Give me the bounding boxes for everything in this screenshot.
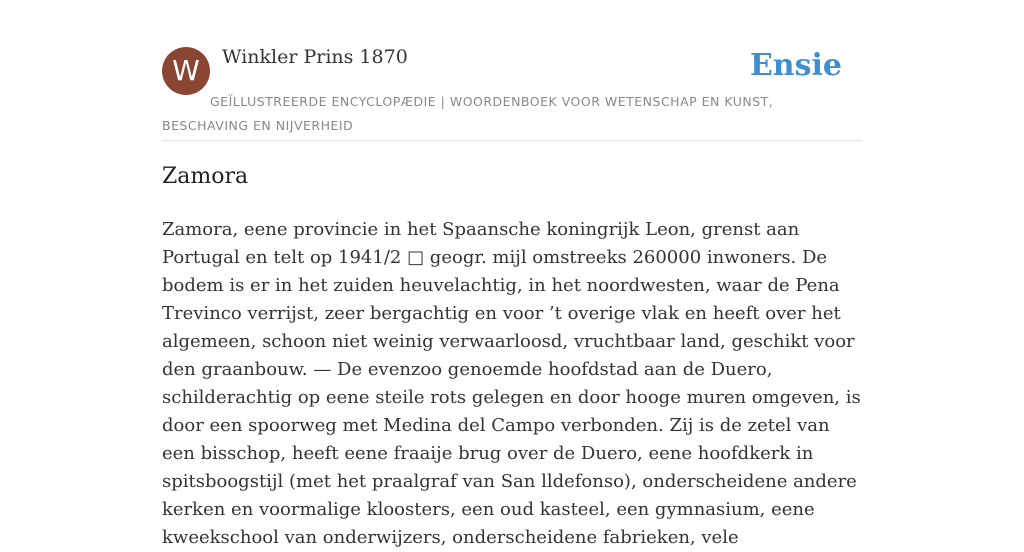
brand-logo-link[interactable]: Ensie bbox=[749, 48, 842, 83]
site-title-link[interactable]: Winkler Prins 1870 bbox=[222, 46, 408, 68]
site-header bbox=[162, 46, 862, 141]
site-subtitle: GEÏLLUSTREERDE ENCYCLOPÆDIE | WOORDENBOEK VOOR WETENSCHAP EN KUNST, BESCHAVING EN NIJVERHEID bbox=[162, 94, 774, 133]
article-title: Zamora bbox=[162, 164, 249, 189]
article-body: Zamora, eene provincie in het Spaansche koningrijk Leon, grenst aan Portugal en telt op 1941/2 □ geogr. mijl omstreeks 260000 inwoners. De bodem is er in het zuiden heuvelachtig, in het noordwesten, waar de Pena Trevinco verrijst, zeer bergachtig en voor ’t overige vlak en heeft over het algemeen, schoon niet weinig verwaarloosd, vruchtbaar land, geschikt voor den graanbouw. — De evenzoo genoemde hoofdstad aan de Duero, schilderachtig op eene steile rots gelegen en door hooge muren omgeven, is door een spoorweg met Medina del Campo verbonden. Zij is de zetel van een bisschop, heeft eene fraaije brug over de Duero, eene hoofdkerk in spitsboogstijl (met het praalgraf van San lldefonso), onderscheidene andere kerken en voormalige kloosters, een oud kasteel, een gymnasium, eene kweekschool van onderwijzers, onderscheidene fabrieken, vele bbox=[162, 219, 861, 548]
avatar[interactable]: W bbox=[162, 47, 210, 95]
